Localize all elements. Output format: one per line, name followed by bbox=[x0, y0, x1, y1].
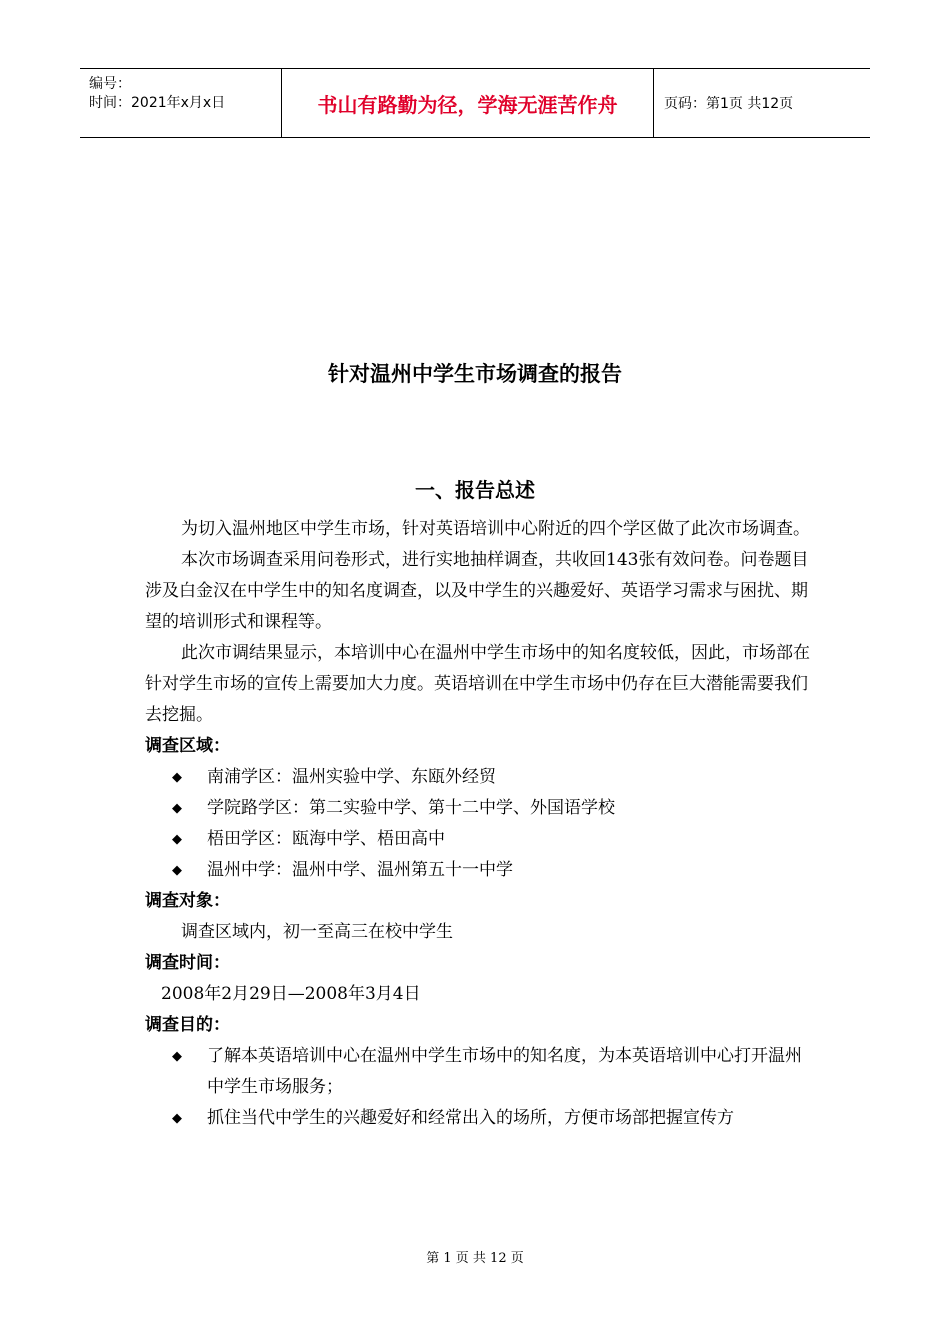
time-label: 时间：2021年x月x日 bbox=[89, 95, 226, 111]
list-item-text: 抓住当代中学生的兴趣爱好和经常出入的场所，方便市场部把握宣传方 bbox=[207, 1108, 734, 1128]
diamond-bullet-icon: ◆ bbox=[172, 863, 182, 878]
paragraph: 为切入温州地区中学生市场，针对英语培训中心附近的四个学区做了此次市场调查。 bbox=[181, 519, 810, 539]
diamond-bullet-icon: ◆ bbox=[172, 1111, 182, 1126]
section-heading: 一、报告总述 bbox=[415, 478, 535, 502]
diamond-bullet-icon: ◆ bbox=[172, 770, 182, 785]
diamond-bullet-icon: ◆ bbox=[172, 832, 182, 847]
list-item bbox=[145, 855, 810, 886]
time-text: 2008年2月29日—2008年3月4日 bbox=[161, 984, 421, 1004]
time-label: 调查时间： bbox=[145, 953, 230, 973]
list-item-text: 南浦学区：温州实验中学、东瓯外经贸 bbox=[207, 767, 496, 787]
document-body bbox=[145, 514, 810, 1134]
paragraph: 本次市场调查采用问卷形式，进行实地抽样调查，共收回143张有效问卷。问卷题目涉及白金汉在中学生中的知名度调查，以及中学生的兴趣爱好、英语学习需求与困扰、期望的培训形式和课程等。 bbox=[145, 550, 809, 632]
header-table bbox=[80, 68, 870, 138]
list-item bbox=[145, 793, 810, 824]
diamond-bullet-icon: ◆ bbox=[172, 801, 182, 816]
header-page-info: 页码：第1页 共12页 bbox=[664, 96, 794, 112]
area-label: 调查区域： bbox=[145, 736, 230, 756]
list-item bbox=[145, 762, 810, 793]
list-item bbox=[145, 1103, 810, 1134]
list-item-text: 温州中学：温州中学、温州第五十一中学 bbox=[207, 860, 513, 880]
purpose-label: 调查目的： bbox=[145, 1015, 230, 1035]
target-text: 调查区域内，初一至高三在校中学生 bbox=[181, 922, 453, 942]
diamond-bullet-icon: ◆ bbox=[172, 1049, 182, 1064]
purpose-list bbox=[145, 1041, 810, 1134]
list-item bbox=[145, 1041, 810, 1103]
header-motto: 书山有路勤为径，学海无涯苦作舟 bbox=[281, 69, 654, 137]
list-item-text: 学院路学区：第二实验中学、第十二中学、外国语学校 bbox=[207, 798, 615, 818]
list-item bbox=[145, 824, 810, 855]
header-meta bbox=[80, 69, 281, 137]
list-item-text: 了解本英语培训中心在温州中学生市场中的知名度，为本英语培训中心打开温州中学生市场服务； bbox=[207, 1046, 802, 1097]
page-footer: 第 1 页 共 12 页 bbox=[426, 1251, 524, 1266]
number-label: 编号： bbox=[89, 76, 131, 92]
document-title: 针对温州中学生市场调查的报告 bbox=[328, 362, 622, 386]
paragraph: 此次市调结果显示，本培训中心在温州中学生市场中的知名度较低，因此，市场部在针对学生市场的宣传上需要加大力度。英语培训在中学生市场中仍存在巨大潜能需要我们去挖掘。 bbox=[145, 643, 810, 725]
target-label: 调查对象： bbox=[145, 891, 230, 911]
area-list bbox=[145, 762, 810, 886]
list-item-text: 梧田学区：瓯海中学、梧田高中 bbox=[207, 829, 445, 849]
